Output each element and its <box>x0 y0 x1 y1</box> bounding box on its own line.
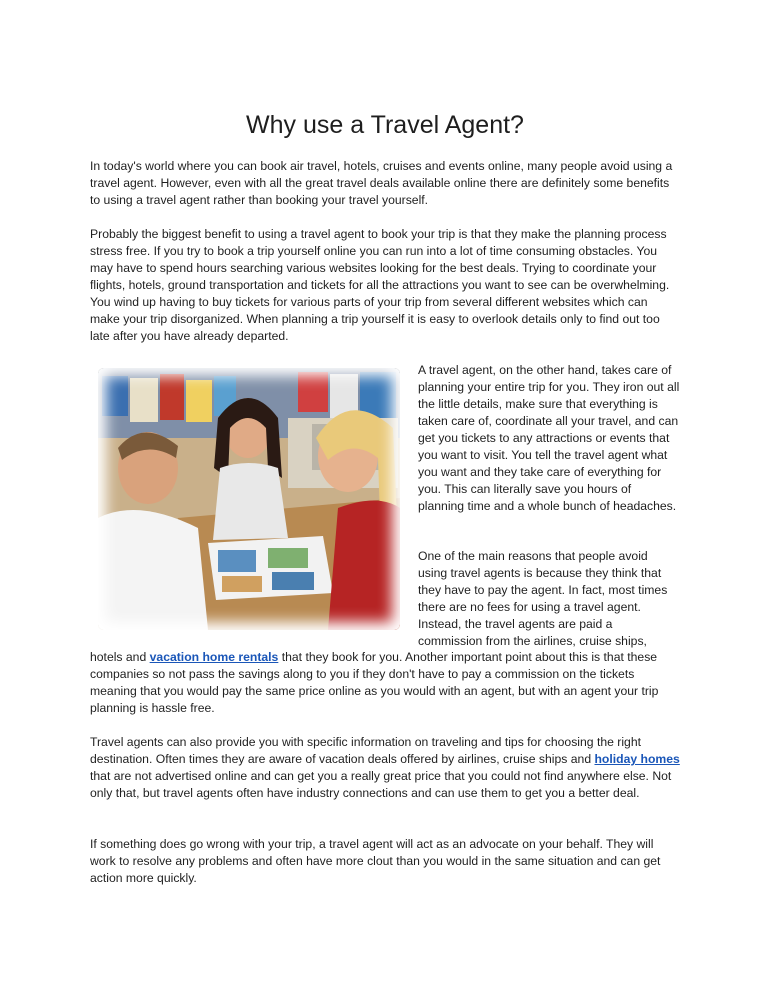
travel-agent-photo <box>98 368 400 630</box>
paragraph-specific-info-start: Travel agents can also provide you with specific information on traveling and tips for choosing the right destination. Often times they are aware of vacation deals offered by airlines, cruise ships and <box>90 735 641 766</box>
paragraph-specific-info-rest: that are not advertised online and can get you a really great price that you could not find anywhere else. Not only that, but travel agents often have industry connections and can use them to get you a better deal. <box>90 769 672 800</box>
vacation-home-rentals-link[interactable]: vacation home rentals <box>149 650 279 664</box>
paragraph-fees-rest: that they book for you. Another important point about this is that these companies so not pass the savings along to you if they don't have to pay a commission on the tickets meaning that you would pay the same price online as you would with an agent, but with an agent your trip planning is hassle free. <box>90 650 659 715</box>
paragraph-fees-part1: One of the main reasons that people avoid using travel agents is because they think that they have to pay the agent. In fact, most times there are no fees for using a travel agent. Instead, the travel agents are paid a commission from the airlines, cruise ships, <box>418 549 668 648</box>
paragraph-specific-info <box>90 734 680 802</box>
paragraph-intro: In today's world where you can book air travel, hotels, cruises and events online, many people avoid using a travel agent. However, even with all the great travel deals available online there are definitely some benefits to using a travel agent rather than booking your travel yourself. <box>90 159 673 207</box>
paragraph-biggest-benefit: Probably the biggest benefit to using a travel agent to book your trip is that they make the planning process stress free. If you try to book a trip yourself online you can run into a lot of time consuming obstacles. You may have to spend hours searching various websites looking for the best deals. Trying to coordinate your flights, hotels, ground transportation and tickets for all the attractions you want to see can be overwhelming. You wind up having to buy tickets for various parts of your trip from several different websites which can make your trip disorganized. When planning a trip yourself it is easy to overlook details only to find out too late after you have already departed. <box>90 227 670 343</box>
paragraph-agent-role: A travel agent, on the other hand, takes care of planning your entire trip for you. They iron out all the little details, make sure that everything is taken care of, coordinate all your travel, and can get you tickets to any attractions or events that you want to visit. You tell the travel agent what you want and they take care of everything for you. This can literally save you hours of planning time and a whole bunch of headaches. <box>418 363 680 513</box>
holiday-homes-link[interactable]: holiday homes <box>594 752 680 766</box>
page-title: Why use a Travel Agent? <box>246 111 524 139</box>
paragraph-fees-lead: hotels and <box>90 650 150 664</box>
paragraph-fees-part2 <box>90 649 680 717</box>
paragraph-advocate: If something does go wrong with your trip, a travel agent will act as an advocate on your behalf. They will work to resolve any problems and often have more clout than you would in the same situation and can get action more quickly. <box>90 837 661 885</box>
